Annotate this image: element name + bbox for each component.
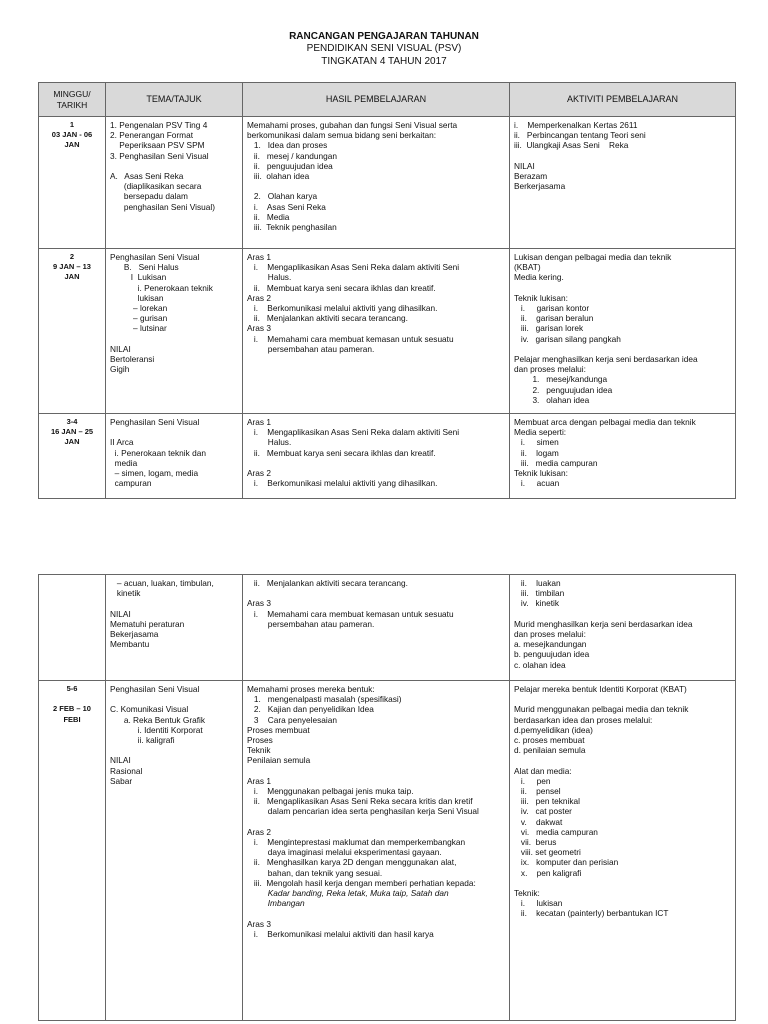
header-tema: TEMA/TAJUK bbox=[106, 83, 243, 117]
table-row bbox=[39, 249, 736, 414]
cell-tema: – acuan, luakan, timbulan, kinetik NILAI Mematuhi peraturan Bekerjasama Membantu bbox=[106, 575, 243, 681]
cell-aktiviti: Pelajar mereka bentuk Identiti Korporat (KBAT) Murid menggunakan pelbagai media dan teknik berdasarkan idea dan proses melalui: d.pemyelidikan (idea) c. proses membuat d. penilaian semula Alat dan media: i. pen ii. pensel iii. pen teknikal iv. cat poster v. dakwat vi. media campuran vii. berus viii. set geometri ix. komputer dan perisian x. pen kaligrafi Teknik: i. lukisan ii. kecatan (painterly) berbantukan ICT bbox=[510, 681, 736, 1021]
table-header-row bbox=[39, 83, 736, 117]
cell-aktiviti: ii. luakan iii. timbilan iv. kinetik Murid menghasilkan kerja seni berdasarkan idea dan proses melalui: a. mesejkandungan b. penguujudan idea c. olahan idea bbox=[510, 575, 736, 681]
table-row bbox=[39, 681, 736, 1021]
cell-hasil: Aras 1 i. Mengaplikasikan Asas Seni Reka dalam aktiviti Seni Halus. ii. Membuat karya seni secara ikhlas dan kreatif. Aras 2 i. Berkomunikasi melalui aktiviti yang dihasilkan. bbox=[243, 414, 510, 499]
header-hasil: HASIL PEMBELAJARAN bbox=[243, 83, 510, 117]
header-minggu: MINGGU/ TARIKH bbox=[39, 83, 106, 117]
table-row bbox=[39, 575, 736, 681]
doc-form-year: TINGKATAN 4 TAHUN 2017 bbox=[321, 56, 447, 67]
cell-minggu: 1 03 JAN - 06 JAN bbox=[39, 117, 106, 249]
cell-aktiviti: i. Memperkenalkan Kertas 2611 ii. Perbincangan tentang Teori seni iii. Ulangkaji Asas Seni Reka NILAI Berazam Berkerjasama bbox=[510, 117, 736, 249]
cell-aktiviti: Lukisan dengan pelbagai media dan teknik (KBAT) Media kering. Teknik lukisan: i. garisan kontor ii. garisan beralun iii. garisan lorek iv. garisan silang pangkah Pelajar menghasilkan kerja seni berdasarkan idea dan proses melalui: 1. mesej/kandunga 2. penguujudan idea 3. olahan idea bbox=[510, 249, 736, 414]
cell-minggu bbox=[39, 575, 106, 681]
cell-minggu: 5-6 2 FEB – 10 FEBI bbox=[39, 681, 106, 1021]
cell-minggu: 3-4 16 JAN – 25 JAN bbox=[39, 414, 106, 499]
cell-tema: 1. Pengenalan PSV Ting 4 2. Penerangan Format Peperiksaan PSV SPM 3. Penghasilan Seni Visual A. Asas Seni Reka (diaplikasikan secara bersepadu dalam penghasilan Seni Visual) bbox=[106, 117, 243, 249]
table-row bbox=[39, 414, 736, 499]
cell-hasil: ii. Menjalankan aktiviti secara terancang. Aras 3 i. Memahami cara membuat kemasan untuk sesuatu persembahan atau pameran. bbox=[243, 575, 510, 681]
table-row bbox=[39, 117, 736, 249]
cell-tema: Penghasilan Seni Visual B. Seni Halus I Lukisan i. Penerokaan teknik lukisan – lorekan – gurisan – lutsinar NILAI Bertoleransi Gigih bbox=[106, 249, 243, 414]
cell-hasil: Memahami proses, gubahan dan fungsi Seni Visual serta berkomunikasi dalam semua bidang seni berkaitan: 1. Idea dan proses ii. mesej / kandungan ii. penguujudan idea iii. olahan idea 2. Olahan karya i. Asas Seni Reka ii. Media iii. Teknik penghasilan bbox=[243, 117, 510, 249]
doc-title: RANCANGAN PENGAJARAN TAHUNAN bbox=[289, 31, 479, 42]
plan-table-page2 bbox=[38, 574, 736, 1021]
cell-tema: Penghasilan Seni Visual II Arca i. Penerokaan teknik dan media – simen, logam, media campuran bbox=[106, 414, 243, 499]
doc-subject: PENDIDIKAN SENI VISUAL (PSV) bbox=[306, 43, 462, 54]
cell-tema: Penghasilan Seni Visual C. Komunikasi Visual a. Reka Bentuk Grafik i. Identiti Korporat ii. kaligrafi NILAI Rasional Sabar bbox=[106, 681, 243, 1021]
cell-minggu: 2 9 JAN – 13 JAN bbox=[39, 249, 106, 414]
cell-hasil: Memahami proses mereka bentuk: 1. mengenalpasti masalah (spesifikasi) 2. Kajian dan penyelidikan Idea 3 Cara penyelesaian Proses membuat Proses Teknik Penilaian semula Aras 1 i. Menggunakan pelbagai jenis muka taip. ii. Mengaplikasikan Asas Seni Reka secara kritis dan kretif dalam pencarian idea serta penghasilan kerja Seni Visual Aras 2 i. Menginteprestasi maklumat dan memperkembangkan daya imaginasi melalui eksperimentasi gayaan. ii. Menghasilkan karya 2D dengan menggunakan alat, bahan, dan teknik yang sesuai. iii. Mengolah hasil kerja dengan memberi perhatian kepada: Kadar banding, Reka letak, Muka taip, Satah dan Imbangan Aras 3 i. Berkomunikasi melalui aktiviti dan hasil karya bbox=[243, 681, 510, 1021]
plan-table-page1 bbox=[38, 82, 736, 499]
header-aktiviti: AKTIVITI PEMBELAJARAN bbox=[510, 83, 736, 117]
cell-hasil: Aras 1 i. Mengaplikasikan Asas Seni Reka dalam aktiviti Seni Halus. ii. Membuat karya seni secara ikhlas dan kreatif. Aras 2 i. Berkomunikasi melalui aktiviti yang dihasilkan. ii. Menjalankan aktiviti secara terancang. Aras 3 i. Memahami cara membuat kemasan untuk sesuatu persembahan atau pameran. bbox=[243, 249, 510, 414]
cell-aktiviti: Membuat arca dengan pelbagai media dan teknik Media seperti: i. simen ii. logam iii. media campuran Teknik lukisan: i. acuan bbox=[510, 414, 736, 499]
